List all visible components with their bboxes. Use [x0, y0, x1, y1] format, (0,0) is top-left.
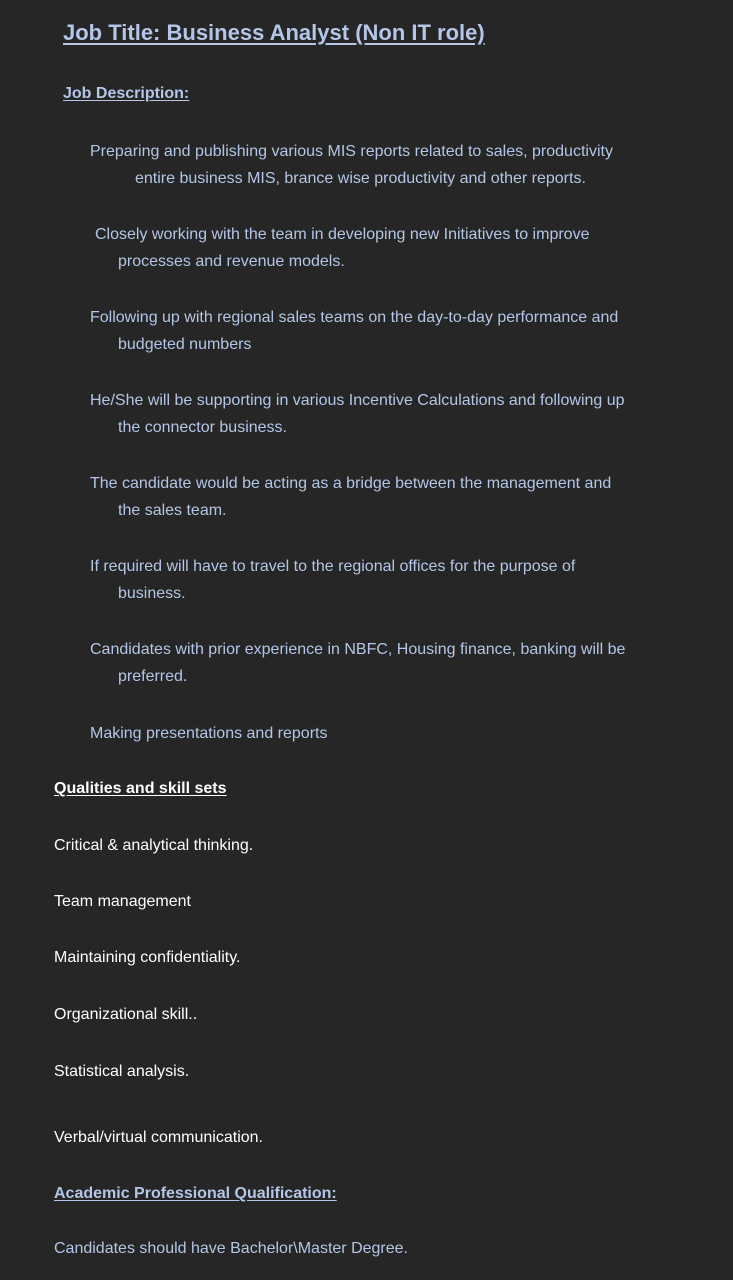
item-line-1: If required will have to travel to the regional offices for the purpose of	[90, 558, 576, 575]
job-title-heading: Job Title: Business Analyst (Non IT role)	[63, 20, 485, 45]
item-line-1: Following up with regional sales teams on the day-to-day performance and	[90, 309, 619, 326]
item-line-2: entire business MIS, brance wise productivity and other reports.	[135, 170, 586, 187]
qualities-heading: Qualities and skill sets	[54, 780, 227, 797]
item-line-1: Making presentations and reports	[90, 725, 328, 742]
job-description-item	[90, 221, 690, 275]
job-description-heading: Job Description:	[63, 85, 190, 102]
item-line-1: Candidates with prior experience in NBFC, Housing finance, banking will be	[90, 641, 626, 658]
quality-item: Maintaining confidentiality.	[54, 949, 241, 966]
item-line-1: He/She will be supporting in various Incentive Calculations and following up	[90, 392, 625, 409]
job-description-item	[90, 720, 690, 747]
item-line-2: preferred.	[118, 668, 188, 685]
job-description-item	[90, 470, 690, 524]
item-line-2: the connector business.	[118, 419, 287, 436]
item-line-2: budgeted numbers	[118, 336, 252, 353]
job-description-item	[90, 636, 690, 690]
item-line-2: the sales team.	[118, 502, 227, 519]
item-line-1: The candidate would be acting as a bridge between the management and	[90, 475, 612, 492]
quality-item: Critical & analytical thinking.	[54, 837, 254, 854]
item-line-2: processes and revenue models.	[118, 253, 345, 270]
job-description-item	[90, 553, 690, 607]
item-line-1: Closely working with the team in developing new Initiatives to improve	[95, 226, 590, 243]
quality-item: Organizational skill..	[54, 1006, 198, 1023]
quality-item: Team management	[54, 893, 191, 910]
job-description-item	[90, 138, 690, 192]
job-description-item	[90, 304, 690, 358]
academic-qualification-heading: Academic Professional Qualification:	[54, 1185, 337, 1202]
quality-item: Statistical analysis.	[54, 1063, 190, 1080]
job-description-item	[90, 387, 690, 441]
academic-qualification-text: Candidates should have Bachelor\Master Degree.	[54, 1240, 408, 1257]
item-line-1: Preparing and publishing various MIS reports related to sales, productivity	[90, 143, 613, 160]
quality-item: Verbal/virtual communication.	[54, 1129, 263, 1146]
item-line-2: business.	[118, 585, 186, 602]
